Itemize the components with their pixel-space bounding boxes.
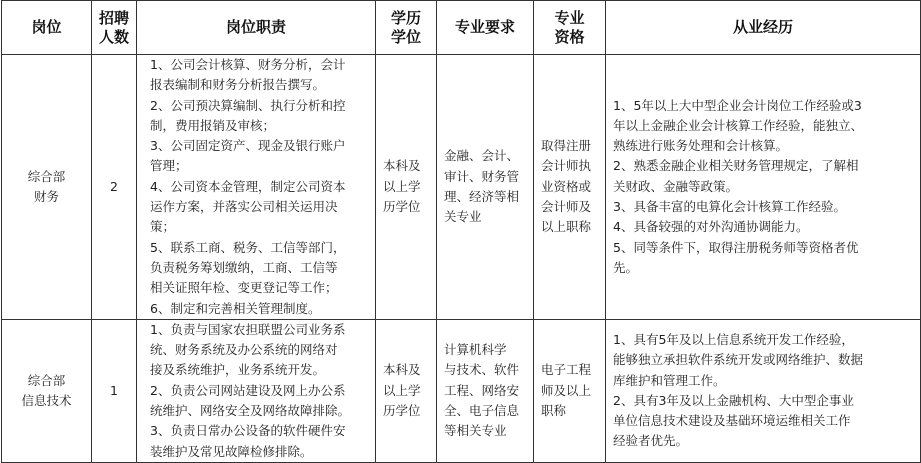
position-cell: 综合部 信息技术 [2,319,92,462]
experience-cell [606,319,921,462]
text-line: 5、联系工商、税务、工信等部门， [150,239,346,255]
header-education: 学历 学位 [376,1,437,55]
text-line: 以上学 [383,382,421,398]
text-line: 1、公司会计核算、财务分析，会计 [150,57,346,72]
text-line: 5、同等条件下，取得注册税务师等资格者优 [613,239,859,255]
duties-cell [137,319,376,462]
text-line: 运作方案，并落实公司相关运用决 [150,199,338,215]
text-line: 师及以上 [541,382,592,398]
text-line: 本科及 [383,362,421,378]
header-position: 岗位 [2,1,92,55]
text-line: 能够独立承担软件系统开发或网络维护、数据 [613,352,864,368]
text-line: 统、财务系统及办公系统的网络对 [150,342,338,358]
major-cell [437,319,534,462]
headcount-cell: 2 [92,55,137,320]
text-line: 电子工程 [541,362,592,378]
text-line: 3、负责日常办公设备的软件硬件安 [150,423,346,439]
text-line: 2、熟悉金融企业相关财务管理规定，了解相 [613,158,859,174]
text-line: 3、具备丰富的电算化会计核算工作经验。 [613,199,846,215]
text-line: 库维护和管理工作。 [613,372,726,388]
header-duties: 岗位职责 [137,1,376,55]
text-line: 先。 [613,259,639,275]
text-line: 1、5年以上大中型企业会计岗位工作经验或3 [613,97,862,113]
header-qualification: 专业 资格 [534,1,606,55]
text-line: 会计师执 [541,158,592,174]
text-line: 年以上金融企业会计核算工作经验，能独立、 [613,117,864,133]
text-line: 统维护、网络安全及网络故障排除。 [150,403,351,419]
text-line: 审计、财务管 [444,168,520,184]
text-line: 1、负责与国家农担联盟公司业务系 [150,321,346,337]
text-line: 计算机科学 [444,342,507,358]
text-line: 2、负责公司网站建设及网上办公系 [150,382,346,398]
text-line: 本科及 [383,158,421,174]
text-line: 装维护及常见故障检修排除。 [150,443,313,459]
duties-cell [137,55,376,320]
header-row [2,1,921,55]
text-line: 业资格或 [541,178,592,194]
text-line: 理、经济等相 [444,188,520,204]
text-line: 4、公司资本金管理，制定公司资本 [150,178,346,194]
major-cell [437,55,534,320]
text-line: 关专业 [444,209,482,225]
text-line: 等相关专业 [444,423,507,439]
text-line: 经验者优先。 [613,433,689,449]
text-line: 3、公司固定资产、现金及银行账户 [150,138,346,154]
text-line: 4、具备较强的对外沟通协调能力。 [613,219,809,235]
text-line: 历学位 [383,199,421,215]
position-cell: 综合部 财务 [2,55,92,320]
text-line: 单位信息技术建设及基础环境运维相关工作 [613,413,851,429]
text-line: 与技术、软件 [444,362,520,378]
education-cell [376,55,437,320]
text-line: 职称 [541,403,567,419]
text-line: 关财政、金融等政策。 [613,178,739,194]
education-cell [376,319,437,462]
text-line: 熟练进行账务处理和会计核算。 [613,138,789,154]
text-line: 管理； [150,158,188,174]
header-experience: 从业经历 [606,1,921,55]
text-line: 会计师及 [541,199,592,215]
qualification-cell [534,319,606,462]
text-line: 历学位 [383,403,421,419]
headcount-cell: 1 [92,319,137,462]
text-line: 工程、网络安 [444,382,520,398]
text-line: 取得注册 [541,138,592,154]
text-line: 全、电子信息 [444,403,520,419]
qualification-cell [534,55,606,320]
text-line: 以上职称 [541,219,592,235]
text-line: 接及系统维护，业务系统开发。 [150,362,326,378]
header-headcount: 招聘 人数 [92,1,137,55]
table-row [2,55,921,320]
text-line: 策； [150,219,176,235]
text-line: 2、公司预决算编制、执行分析和控 [150,97,346,113]
text-line: 负责税务筹划缴纳，工商、工信等 [150,259,338,275]
text-line: 相关证照年检、变更登记等工作； [150,280,338,296]
recruitment-table [1,0,921,463]
text-line: 6、制定和完善相关管理制度。 [150,300,321,316]
table-row [2,319,921,462]
text-line: 以上学 [383,178,421,194]
text-line: 1、具有5年及以上信息系统开发工作经验， [613,332,854,347]
text-line: 制，费用报销及审核； [150,117,276,133]
text-line: 金融、会计、 [444,148,520,164]
header-major: 专业要求 [437,1,534,55]
text-line: 2、具有3年及以上金融机构、大中型企事业 [613,392,854,408]
experience-cell [606,55,921,320]
text-line: 报表编制和财务分析报告撰写。 [150,77,326,93]
